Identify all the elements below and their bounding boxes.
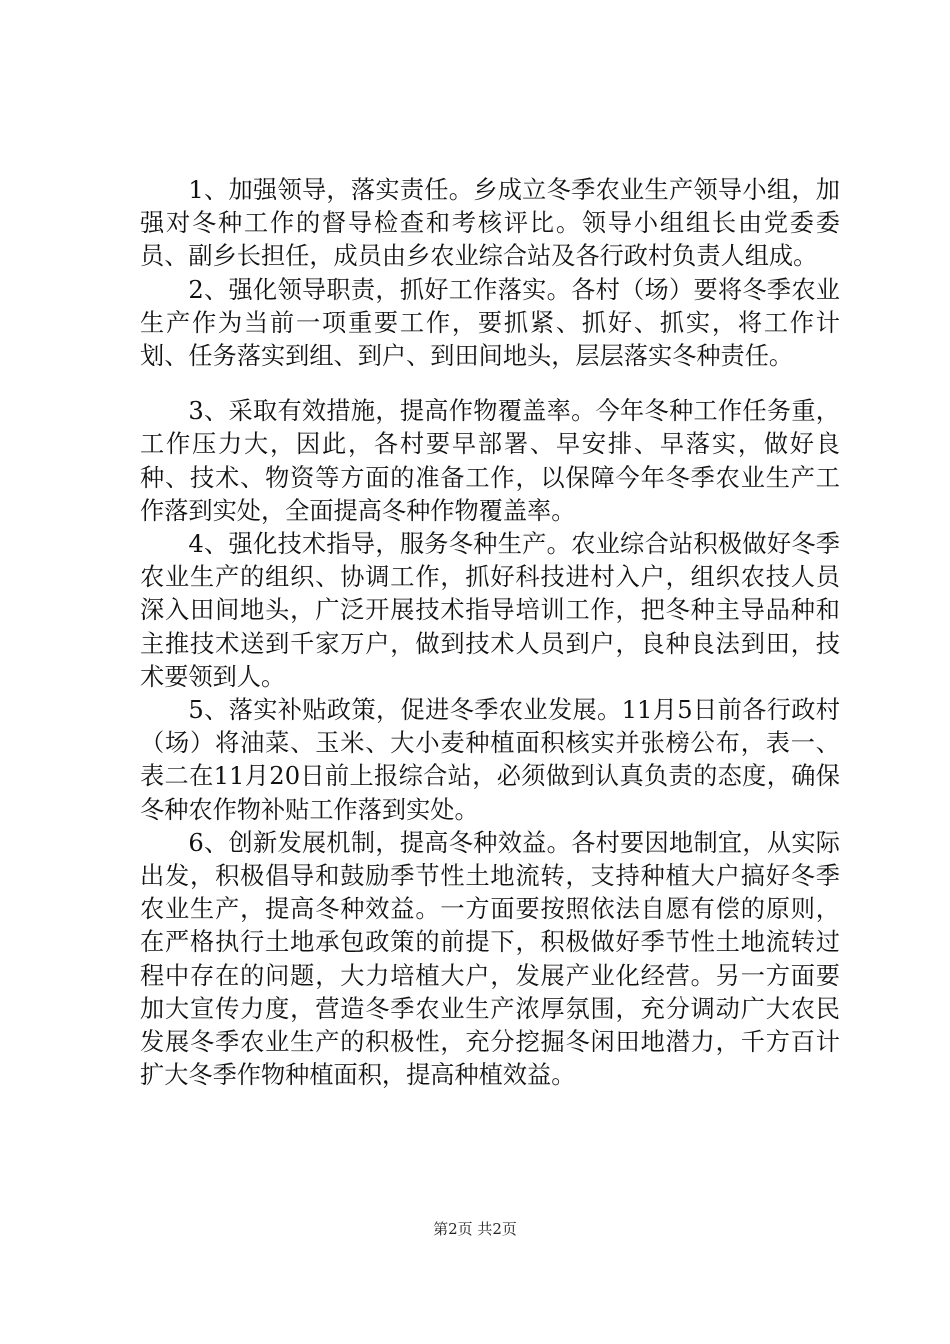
paragraph-6: 6、创新发展机制，提高冬种效益。各村要因地制宜，从实际出发，积极倡导和鼓励季节性土地流转，支持种植大户搞好冬季农业生产，提高冬种效益。一方面要按照依法自愿有偿的原则，在严格执行土地承包政策的前提下，积极做好季节性土地流转过程中存在的问题，大力培植大户，发展产业化经营。另一方面要加大宣传力度，营造冬季农业生产浓厚氛围，充分调动广大农民发展冬季农业生产的积极性，充分挖掘冬闲田地潜力，千方百计扩大冬季作物种植面积，提高种植效益。 — [140, 828, 840, 1090]
page-number-footer: 第2页 共2页 — [433, 1220, 517, 1238]
document-body — [140, 174, 840, 1092]
paragraph-1: 1、加强领导，落实责任。乡成立冬季农业生产领导小组，加强对冬种工作的督导检查和考核评比。领导小组组长由党委委员、副乡长担任，成员由乡农业综合站及各行政村负责人组成。 — [140, 176, 840, 271]
paragraph-5: 5、落实补贴政策，促进冬季农业发展。11月5日前各行政村（场）将油菜、玉米、大小麦种植面积核实并张榜公布，表一、表二在11月20日前上报综合站，必须做到认真负责的态度，确保冬种农作物补贴工作落到实处。 — [140, 696, 840, 824]
paragraph-4: 4、强化技术指导，服务冬种生产。农业综合站积极做好冬季农业生产的组织、协调工作，抓好科技进村入户，组织农技人员深入田间地头，广泛开展技术指导培训工作，把冬种主导品种和主推技术送到千家万户，做到技术人员到户，良种良法到田，技术要领到人。 — [140, 530, 840, 691]
paragraph-3: 3、采取有效措施，提高作物覆盖率。今年冬种工作任务重，工作压力大，因此，各村要早部署、早安排、早落实，做好良种、技术、物资等方面的准备工作，以保障今年冬季农业生产工作落到实处，全面提高冬种作物覆盖率。 — [140, 397, 840, 525]
paragraph-2: 2、强化领导职责，抓好工作落实。各村（场）要将冬季农业生产作为当前一项重要工作，要抓紧、抓好、抓实，将工作计划、任务落实到组、到户、到田间地头，层层落实冬种责任。 — [140, 275, 840, 371]
